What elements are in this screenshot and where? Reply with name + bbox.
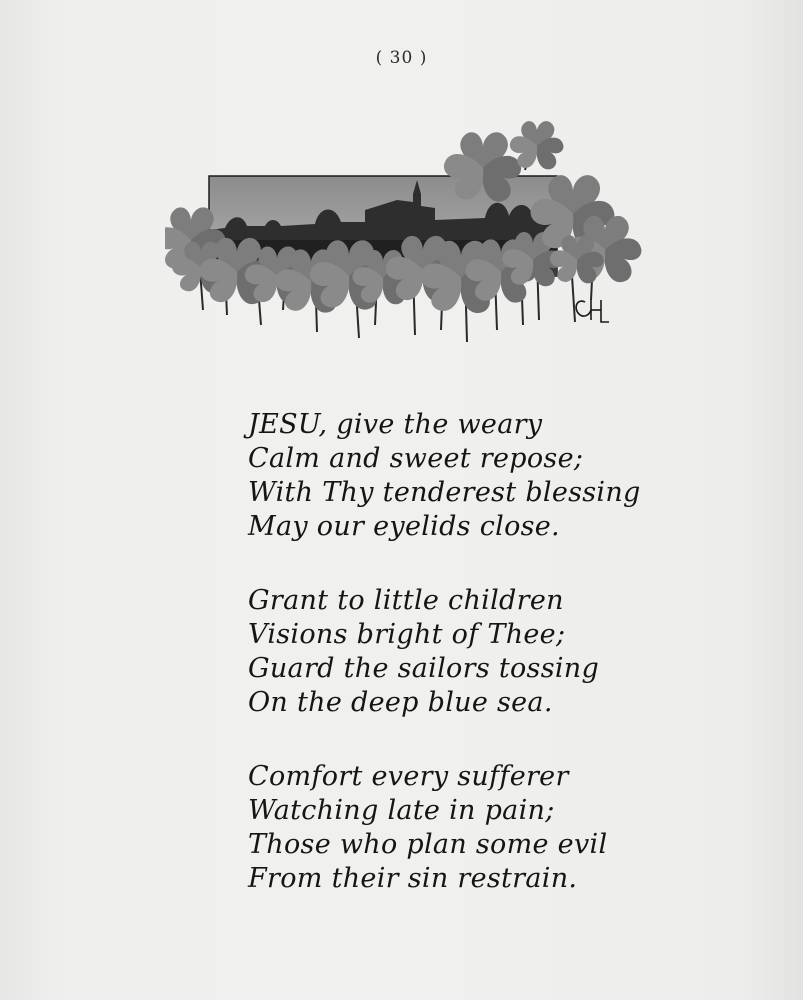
poem-line: Those who plan some evil (248, 829, 608, 860)
poem-line: Grant to little children (248, 585, 564, 616)
poem-line: Visions bright of Thee; (248, 619, 566, 650)
landscape-with-clover-icon (165, 110, 655, 350)
stanza-3 (248, 760, 688, 896)
poem-line: Comfort every sufferer (248, 761, 569, 792)
stanza-2 (248, 584, 688, 720)
poem-line: On the deep blue sea. (248, 687, 553, 718)
stanza-1 (248, 408, 688, 544)
poem (248, 408, 688, 936)
page-number: ( 30 ) (375, 48, 428, 68)
poem-line: Guard the sailors tossing (248, 653, 600, 684)
poem-line: Calm and sweet repose; (248, 443, 584, 474)
monogram-signature-icon (576, 300, 609, 322)
poem-line: With Thy tenderest blessing (248, 477, 641, 508)
poem-line: Watching late in pain; (248, 795, 555, 826)
poem-line: From their sin restrain. (248, 863, 578, 894)
poem-line: JESU, give the weary (248, 409, 543, 440)
poem-line: May our eyelids close. (248, 511, 560, 542)
